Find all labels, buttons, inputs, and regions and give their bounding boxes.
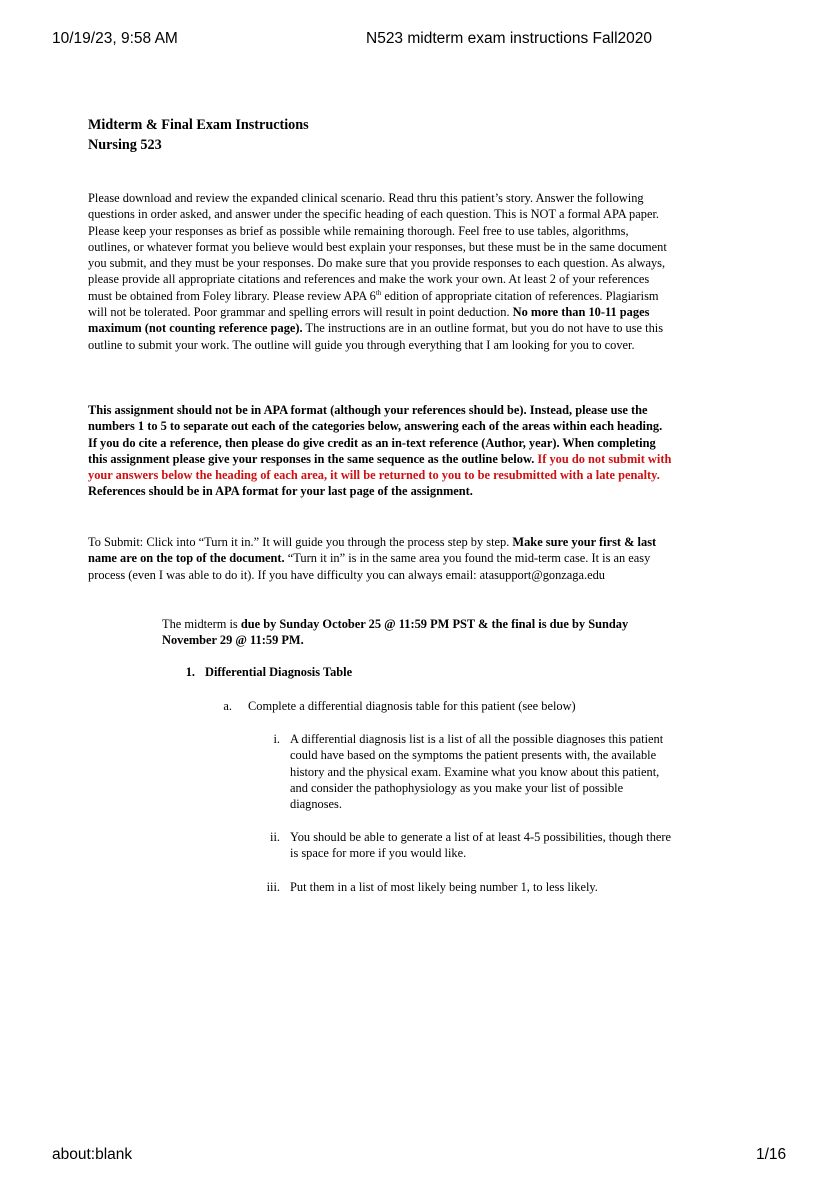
page-number: 1/16 [756,1146,787,1163]
format-bold-text: This assignment should not be in APA format (although your references should be). Instead, please use the numbers 1 to 5 to separate out each of the categories below, answering each of the areas within each heading. If you do cite a reference, then please do give credit as an in-text reference (Author, year). When completing this assignment please give your responses in the same sequence as the outline below. [88,403,663,466]
item-a-number: a. [223,699,232,713]
title-line-2: Nursing 523 [88,136,162,153]
outline-item-iii [266,879,672,895]
item-a-text: Complete a differential diagnosis table for this patient (see below) [248,699,576,713]
p1-text-a: Please download and review the expanded clinical scenario. Read thru this patient’s story. Answer the following questions in order asked, and answer under the specific heading of each question. This is NOT a formal APA paper. Please keep your responses as brief as possible while remaining thorough. Feel free to use tables, algorithms, outlines, or whatever format you believe would best explain your responses, but these must be in the same document you submit, and they must be your responses. Do make sure that you provide responses to each question. As always, please provide all appropriate citations and references and make the work your own. At least 2 of your references must be obtained from Foley library. Please review APA 6 [88,191,667,303]
page-limit-note: No more than 10-11 pages maximum (not counting reference page). [88,305,650,336]
p1-superscript: th [375,288,382,297]
print-datetime: 10/19/23, 9:58 AM [52,30,178,47]
p1-text-b: edition of appropriate citation of references. Plagiarism will not be tolerated. Poor grammar and spelling errors will result in point deduction. [88,288,659,320]
print-url: about:blank [52,1146,133,1163]
item-1-label: Differential Diagnosis Table [205,665,353,679]
due-date-paragraph [162,616,672,649]
item-ii-text: You should be able to generate a list of at least 4-5 possibilities, though there is space for more if you would like. [290,830,672,861]
references-note: References should be in APA format for your last page of the assignment. [88,484,473,499]
item-ii-number: ii. [270,830,280,844]
outline-item-i [273,731,672,812]
item-iii-number: iii. [266,880,280,894]
format-paragraph [88,402,672,500]
print-document-title: N523 midterm exam instructions Fall2020 [366,30,653,47]
title-line-1: Midterm & Final Exam Instructions [88,117,309,133]
submit-text-b: “Turn it in” is in the same area you found the mid-term case. It is an easy process (even I was able to do it). If you have difficulty you can always email: atasupport@gonzaga.edu [88,551,651,582]
submit-text-a: To Submit: Click into “Turn it in.” It will guide you through the process step by step. [88,535,513,549]
document-title [88,116,488,155]
item-i-number: i. [273,732,280,746]
item-1-number: 1. [185,665,195,679]
due-dates: due by Sunday October 25 @ 11:59 PM PST & the final is due by Sunday November 29 @ 11:59 PM. [162,617,629,648]
p1-text-c: The instructions are in an outline format, but you do not have to use this outline to submit your work. The outline will guide you through everything that I am looking for you to cover. [88,321,664,352]
item-i-text: A differential diagnosis list is a list of all the possible diagnoses this patient could have based on the symptoms the patient presents with, the available history and the physical exam. Examine what you know about this patient, and consider the pathophysiology as you make your list of possible diagnoses. [290,732,664,812]
due-text: The midterm is [162,617,241,631]
outline-item-a [223,698,668,714]
submit-paragraph [88,534,672,583]
late-penalty-warning: If you do not submit with your answers below the heading of each area, it will be returned to you to be resubmitted with a late penalty. [88,451,672,483]
instructions-paragraph [88,190,672,353]
outline-item-1 [185,664,605,680]
outline-item-ii [270,829,672,862]
item-iii-text: Put them in a list of most likely being number 1, to less likely. [290,880,598,894]
name-requirement: Make sure your first & last name are on the top of the document. [88,535,657,566]
